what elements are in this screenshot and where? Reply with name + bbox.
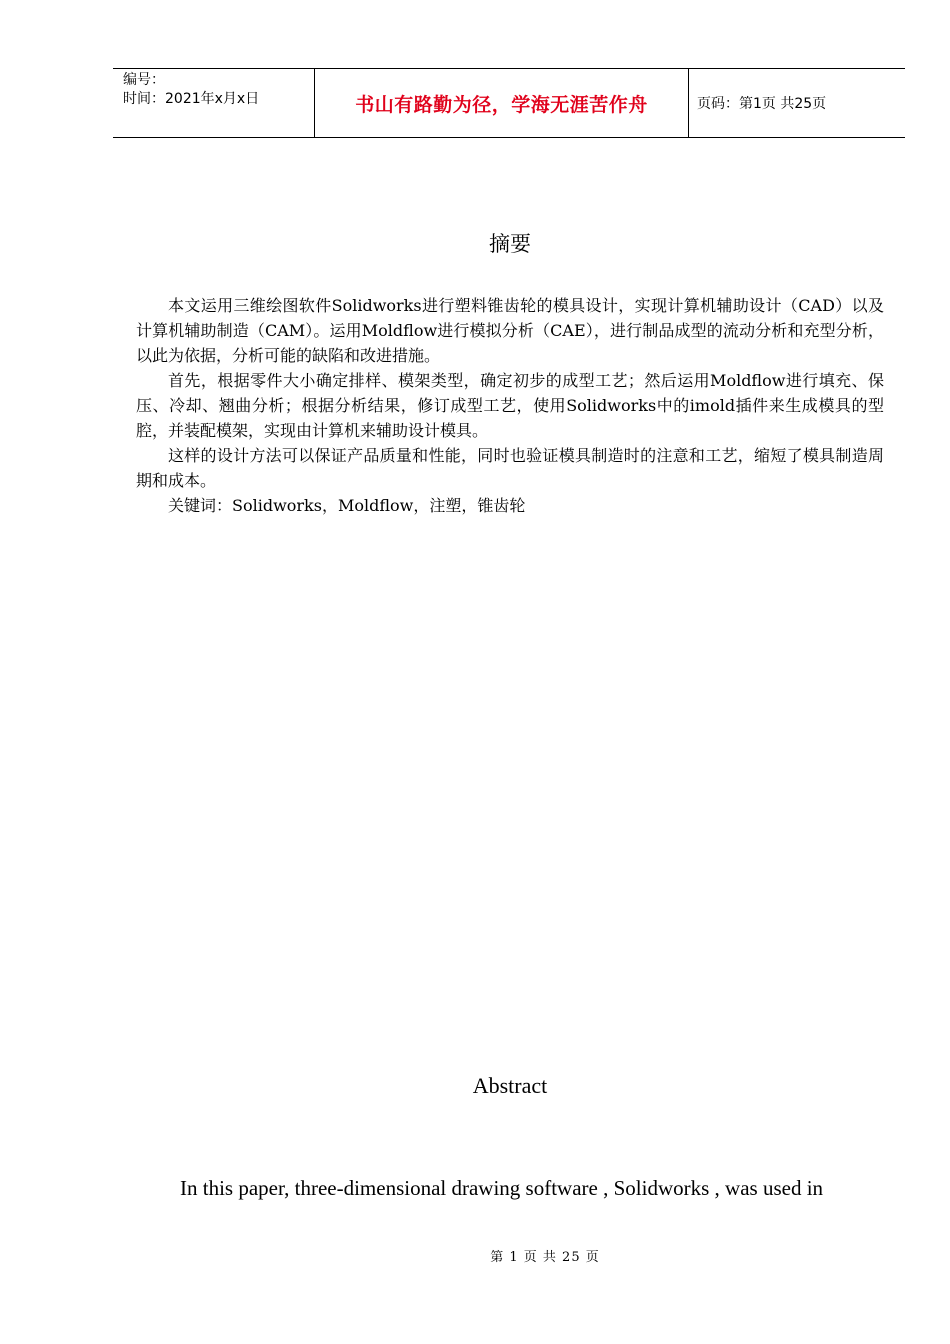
number-label: 编号： (123, 72, 165, 88)
abstract-zh-title: 摘要 (489, 232, 531, 256)
abstract-en-paragraph: In this paper, three-dimensional drawing software , Solidworks , was used in (180, 1176, 824, 1200)
abstract-en-body (136, 1174, 884, 1202)
page-header (113, 68, 905, 138)
header-motto: 书山有路勤为径，学海无涯苦作舟 (315, 69, 689, 137)
abstract-zh-body (136, 293, 884, 518)
abstract-zh-paragraph: 本文运用三维绘图软件Solidworks进行塑料锥齿轮的模具设计，实现计算机辅助设计（CAD）以及计算机辅助制造（CAM）。运用Moldflow进行模拟分析（CAE），进行制品成型的流动分析和充型分析，以此为依据，分析可能的缺陷和改进措施。 (136, 296, 884, 365)
abstract-zh-paragraph: 首先，根据零件大小确定排样、模架类型，确定初步的成型工艺；然后运用Moldflow进行填充、保压、冷却、翘曲分析；根据分析结果，修订成型工艺，使用Solidworks中的imold插件来生成模具的型腔，并装配模架，实现由计算机来辅助设计模具。 (136, 371, 884, 440)
header-page-info: 页码：第1页 共25页 (697, 96, 827, 112)
abstract-zh-paragraph: 这样的设计方法可以保证产品质量和性能，同时也验证模具制造时的注意和工艺，缩短了模具制造周期和成本。 (136, 446, 884, 490)
abstract-en-title: Abstract (472, 1073, 548, 1098)
keywords-zh: 关键词：Solidworks，Moldflow，注塑，锥齿轮 (168, 496, 526, 515)
page-footer: 第 1 页 共 25 页 (490, 1250, 600, 1265)
header-meta (113, 69, 315, 137)
time-label: 时间：2021年x月x日 (123, 91, 260, 107)
